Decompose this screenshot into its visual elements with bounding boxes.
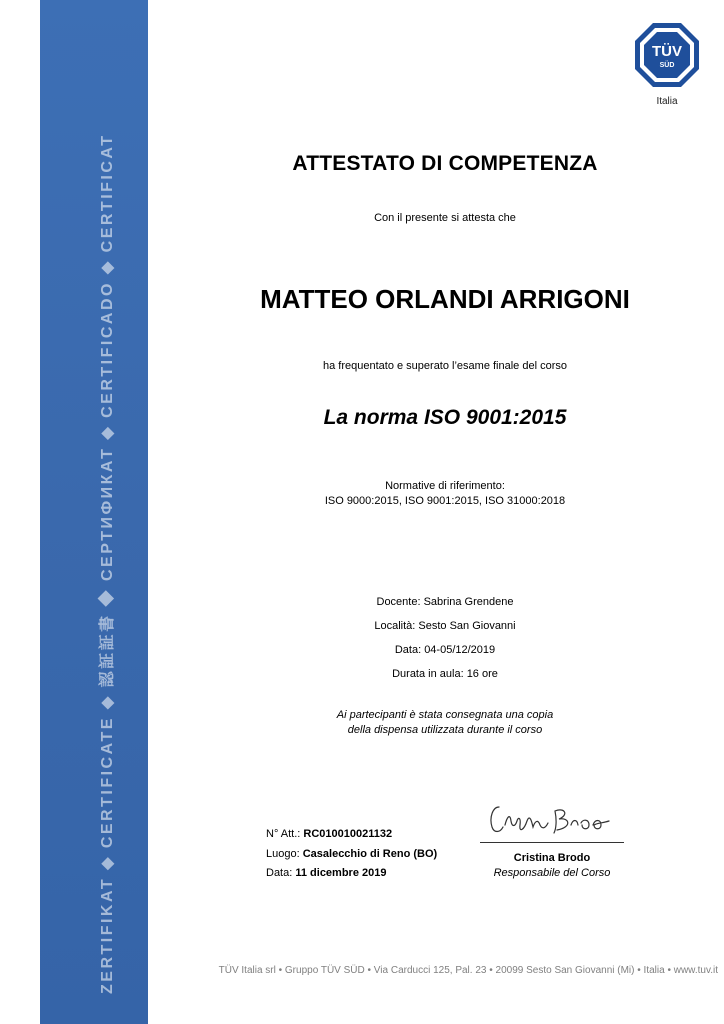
signer-name: Cristina Brodo xyxy=(513,852,591,864)
issue-place-label: Luogo: xyxy=(266,848,300,860)
tuv-sud-logo xyxy=(634,22,700,88)
sidebar-band xyxy=(40,0,148,1024)
signer-role: Responsabile del Corso xyxy=(493,867,611,879)
cert-number-label: N° Att.: xyxy=(266,828,301,840)
signature-line xyxy=(480,842,624,843)
course-title: La norma ISO 9001:2015 xyxy=(323,406,567,429)
cert-number-value: RC010010021132 xyxy=(303,828,393,840)
note-line-1: Ai partecipanti è stata consegnata una copia xyxy=(336,709,554,721)
logo-sub-text: SÜD xyxy=(659,62,675,69)
certificate-number xyxy=(266,828,392,840)
course-date-line: Data: 04-05/12/2019 xyxy=(394,644,496,656)
note-line-2: della dispensa utilizzata durante il corso xyxy=(347,724,543,736)
issue-date-label: Data: xyxy=(266,867,293,879)
norms-label: Normative di riferimento: xyxy=(385,480,505,492)
location-line: Località: Sesto San Giovanni xyxy=(374,620,516,632)
teacher-line: Docente: Sabrina Grendene xyxy=(376,596,514,608)
intro-text: Con il presente si attesta che xyxy=(374,212,516,224)
signature xyxy=(485,797,615,839)
recipient-name: MATTEO ORLANDI ARRIGONI xyxy=(260,284,630,314)
footer-address: TÜV Italia srl • Gruppo TÜV SÜD • Via Carducci 125, Pal. 23 • 20099 Sesto San Giovanni (Mi) • Italia • www.tuv.it xyxy=(218,965,718,976)
issue-place-value: Casalecchio di Reno (BO) xyxy=(302,848,438,860)
norms-list: ISO 9000:2015, ISO 9001:2015, ISO 31000:2018 xyxy=(324,495,566,507)
issue-date xyxy=(266,867,386,879)
duration-line: Durata in aula: 16 ore xyxy=(392,668,498,680)
certificate-title: ATTESTATO DI COMPETENZA xyxy=(292,152,598,175)
issue-place xyxy=(266,848,437,860)
attended-text: ha frequentato e superato l’esame finale del corso xyxy=(323,360,567,372)
sidebar-certificate-text: ZERTIFIKAT ◆ CERTIFICATE ◆ 認証証書 ◆ СЕРТИФИКАТ ◆ CERTIFICADO ◆ CERTIFICAT xyxy=(99,133,116,994)
logo-country: Italia xyxy=(656,96,678,107)
issue-date-value: 11 dicembre 2019 xyxy=(295,867,387,879)
logo-brand-text: TÜV xyxy=(652,43,682,60)
